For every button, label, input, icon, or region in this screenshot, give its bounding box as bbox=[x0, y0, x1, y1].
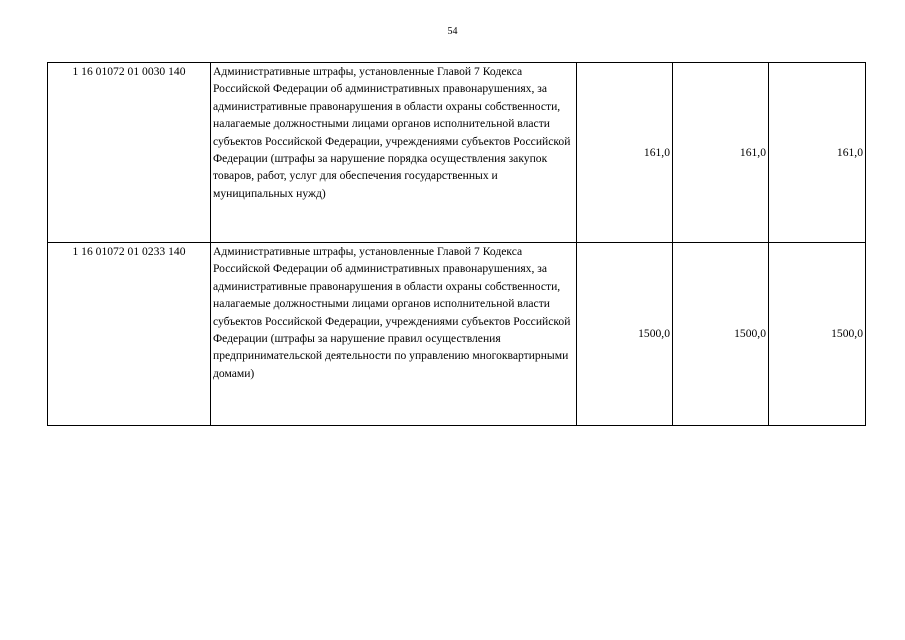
table-row bbox=[48, 63, 866, 243]
value-cell-year-1: 161,0 bbox=[577, 63, 673, 243]
description-cell: Административные штрафы, установленные Главой 7 Кодекса Российской Федерации об административных правонарушениях, за административные правонарушения в области охраны собственности, налагаемые должностными лицами органов исполнительной власти субъектов Российской Федерации, учреждениями субъектов Российской Федерации (штрафы за нарушение порядка осуществления закупок товаров, работ, услуг для обеспечения государственных и муниципальных нужд) bbox=[211, 63, 577, 243]
page-number: 54 bbox=[447, 26, 458, 37]
value-cell-year-3: 161,0 bbox=[769, 63, 866, 243]
budget-code-cell: 1 16 01072 01 0233 140 bbox=[48, 243, 211, 426]
description-cell: Административные штрафы, установленные Главой 7 Кодекса Российской Федерации об административных правонарушениях, за административные правонарушения в области охраны собственности, налагаемые должностными лицами органов исполнительной власти субъектов Российской Федерации, учреждениями субъектов Российской Федерации (штрафы за нарушение правил осуществления предпринимательской деятельности по управлению многоквартирными домами) bbox=[211, 243, 577, 426]
value-cell-year-3: 1500,0 bbox=[769, 243, 866, 426]
value-cell-year-2: 161,0 bbox=[673, 63, 769, 243]
budget-code-cell: 1 16 01072 01 0030 140 bbox=[48, 63, 211, 243]
value-cell-year-1: 1500,0 bbox=[577, 243, 673, 426]
value-cell-year-2: 1500,0 bbox=[673, 243, 769, 426]
table-row bbox=[48, 243, 866, 426]
budget-table bbox=[47, 62, 866, 426]
